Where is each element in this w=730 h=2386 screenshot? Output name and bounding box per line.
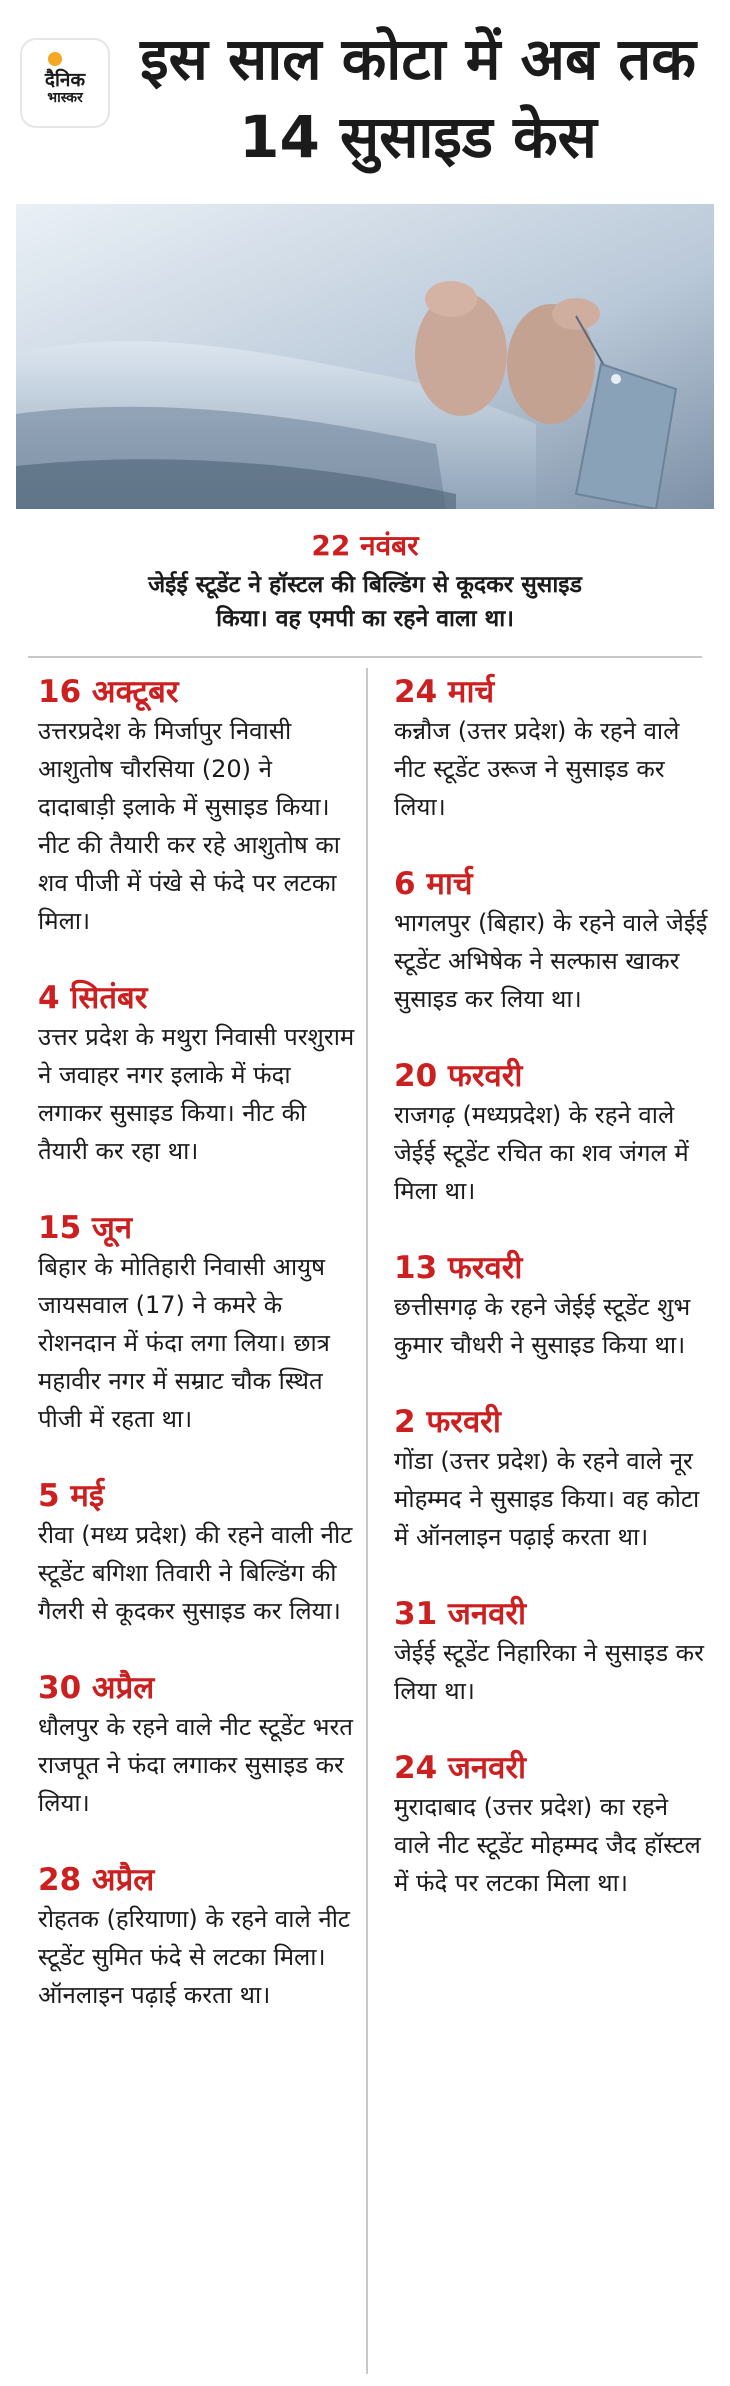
case-entry [394,1748,710,1902]
latest-case [0,528,730,636]
hero-photo [16,204,714,509]
logo-sun-icon [48,52,62,66]
case-entry [394,864,710,1018]
case-date: 5 मई [38,1478,105,1514]
case-text: धौलपुर के रहने वाले नीट स्टूडेंट भरत राजपूत ने फंदा लगाकर सुसाइड कर लिया। [38,1713,353,1817]
case-entry [38,1208,356,1438]
case-date: 31 जनवरी [394,1596,527,1632]
case-entry [38,1476,356,1630]
case-date: 15 जून [38,1210,133,1246]
left-column [38,672,356,2052]
hero-photo-illustration [16,204,714,509]
case-date: 4 सितंबर [38,980,148,1016]
case-text: छत्तीसगढ़ के रहने जेईई स्टूडेंट शुभ कुमार चौधरी ने सुसाइड किया था। [394,1293,691,1359]
case-text: बिहार के मोतिहारी निवासी आयुष जायसवाल (17) ने कमरे के रोशनदान में फंदा लगा लिया। छात्र महावीर नगर में सम्राट चौक स्थित पीजी में रहता था। [38,1253,330,1433]
column-divider [366,668,368,2374]
latest-case-date: 22 नवंबर [311,529,419,562]
case-date: 24 मार्च [394,674,495,710]
case-text: रीवा (मध्य प्रदेश) की रहने वाली नीट स्टूडेंट बगिशा तिवारी ने बिल्डिंग की गैलरी से कूदकर सुसाइड कर लिया। [38,1521,353,1625]
case-text: कन्नौज (उत्तर प्रदेश) के रहने वाले नीट स्टूडेंट उरूज ने सुसाइड कर लिया। [394,717,680,821]
case-entry [394,1056,710,1210]
logo-line-1: दैनिक [44,68,86,91]
case-text: रोहतक (हरियाणा) के रहने वाले नीट स्टूडेंट सुमित फंदे से लटका मिला। ऑनलाइन पढ़ाई करता था। [38,1905,351,2009]
case-text: मुरादाबाद (उत्तर प्रदेश) का रहने वाले नीट स्टूडेंट मोहम्मद जैद हॉस्टल में फंदे पर लटका मिला था। [394,1793,701,1897]
dainik-bhaskar-logo [20,38,110,128]
horizontal-divider [28,656,702,658]
case-entry [394,672,710,826]
latest-case-text [0,568,730,636]
case-date: 28 अप्रैल [38,1862,155,1898]
right-column [394,672,710,1940]
case-text: गोंडा (उत्तर प्रदेश) के रहने वाले नूर मोहम्मद ने सुसाइड किया। वह कोटा में ऑनलाइन पढ़ाई करता था। [394,1447,700,1551]
case-date: 2 फरवरी [394,1404,501,1440]
case-text: उत्तरप्रदेश के मिर्जापुर निवासी आशुतोष चौरसिया (20) ने दादाबाड़ी इलाके में सुसाइड किया। नीट की तैयारी कर रहे आशुतोष का शव पीजी में पंखे से फंदे पर लटका मिला। [38,717,340,935]
case-date: 13 फरवरी [394,1250,523,1286]
case-date: 6 मार्च [394,866,473,902]
logo-line-2: भास्कर [47,89,83,106]
case-entry [394,1594,710,1710]
case-entry [38,672,356,940]
case-date: 20 फरवरी [394,1058,523,1094]
case-entry [38,978,356,1170]
case-entry [394,1402,710,1556]
case-text: भागलपुर (बिहार) के रहने वाले जेईई स्टूडेंट अभिषेक ने सल्फास खाकर सुसाइड कर लिया था। [394,909,708,1013]
case-text: राजगढ़ (मध्यप्रदेश) के रहने वाले जेईई स्टूडेंट रचित का शव जंगल में मिला था। [394,1101,689,1205]
case-entry [38,1668,356,1822]
case-date: 24 जनवरी [394,1750,527,1786]
case-text: उत्तर प्रदेश के मथुरा निवासी परशुराम ने जवाहर नगर इलाके में फंदा लगाकर सुसाइड किया। नीट की तैयारी कर रहा था। [38,1023,355,1165]
case-entry [38,1860,356,2014]
headline: इस साल कोटा में अब तक 14 सुसाइड केस [140,25,696,171]
latest-case-description: जेईई स्टूडेंट ने हॉस्टल की बिल्डिंग से कूदकर सुसाइड किया। वह एमपी का रहने वाला था। [148,572,582,632]
case-date: 16 अक्टूबर [38,674,179,710]
case-date: 30 अप्रैल [38,1670,155,1706]
case-text: जेईई स्टूडेंट निहारिका ने सुसाइड कर लिया था। [394,1639,704,1705]
case-entry [394,1248,710,1364]
